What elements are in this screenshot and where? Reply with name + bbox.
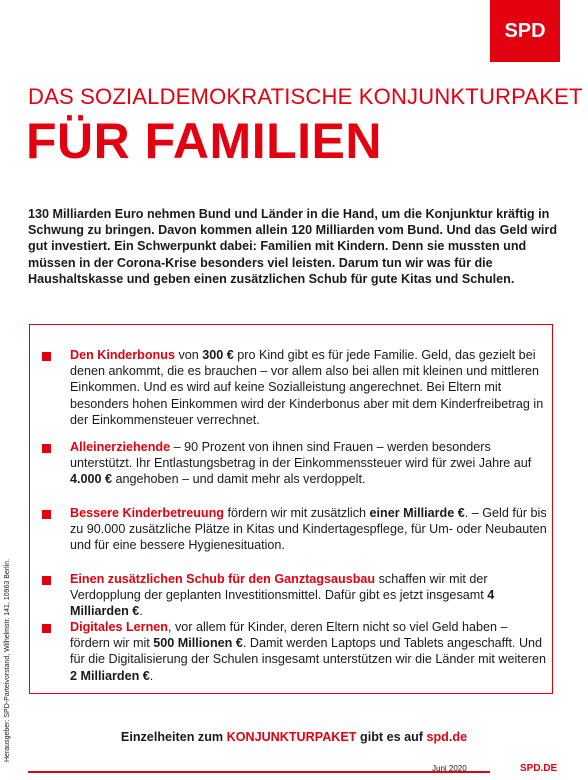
bullet-icon [42, 510, 51, 519]
item-highlight: Bessere Kinderbetreuung [70, 506, 224, 520]
page-title: FÜR FAMILIEN [26, 113, 382, 169]
list-item-digitales-lernen [70, 619, 548, 684]
footer-text: Einzelheiten zum [120, 730, 227, 744]
item-text: . – Geld für bis zu 90.000 zusätzliche Plätze in Kitas und Kindertagespflege, für Um- oder Neubauten und für eine bessere Hygienesituation. [70, 506, 547, 553]
bullet-icon [42, 444, 51, 453]
item-highlight: Digitales Lernen [70, 620, 168, 634]
item-text: . Damit werden Laptops und Tablets angeschafft. Und für die Digitalisierung der Schulen insgesamt unterstützen wir die Länder mit weiteren [70, 636, 547, 667]
bottom-divider [28, 771, 490, 773]
footer-text: gibt es auf [356, 730, 427, 744]
item-text: pro Kind gibt es für jede Familie. Geld, das gezielt bei denen ankommt, die es brauchen – vor allem also bei allen mit kleinen und mittleren Einkommen. Und es wird auf keine Sozialleistung angerechnet. Bei Eltern mit besonders hohen Einkommen wird der Kinderbonus aber mit dem Kinderfreibetrag in der Einkommensteuer verrechnet. [70, 348, 544, 427]
item-highlight: Alleinerziehende [70, 440, 171, 454]
item-highlight: Einen zusätzlichen Schub für den Ganztagsausbau [70, 572, 376, 586]
footer-note [0, 730, 588, 744]
publication-date: Juni 2020 [432, 764, 467, 773]
item-text: , vor allem für Kinder, deren Eltern nicht so viel Geld haben – fördern wir mit [70, 620, 508, 651]
list-item-kinderbetreuung [70, 505, 548, 554]
item-text: angehoben – und damit mehr als verdoppelt. [112, 472, 366, 487]
item-text: von [174, 348, 203, 362]
item-bold: 500 Millionen € [153, 636, 243, 651]
item-text: . [139, 604, 143, 619]
item-text: schaffen wir mit der Verdopplung der geplanten Investitionsmittel. Dafür gibt es jetzt insgesamt [70, 572, 488, 603]
list-item-kinderbonus [70, 347, 548, 428]
item-bold: 4.000 € [70, 472, 113, 487]
bullet-icon [42, 624, 51, 633]
intro-paragraph: 130 Milliarden Euro nehmen Bund und Länder in die Hand, um die Konjunktur kräftig in Schwung zu bringen. Davon kommen allein 120 Milliarden vom Bund. Und das Geld wird gut investiert. Ein Schwerpunkt dabei: Familien mit Kindern. Denn sie mussten und müssen in der Corona-Krise besonders viel leisten. Darum tun wir was für die Haushaltskasse und geben einen zusätzlichen Schub für gute Kitas und Schulen. [28, 207, 558, 286]
list-item-alleinerziehende [70, 439, 548, 488]
item-bold: 2 Milliarden € [70, 668, 150, 683]
website-link[interactable]: SPD.DE [520, 763, 558, 774]
footer-link[interactable]: spd.de [426, 730, 468, 744]
bullet-icon [42, 576, 51, 585]
item-highlight: Den Kinderbonus [70, 348, 175, 362]
item-text: . [149, 668, 154, 683]
footer-highlight: KONJUNKTURPAKET [226, 730, 357, 744]
item-bold: 4 Milliarden € [70, 588, 495, 619]
bullet-icon [42, 352, 51, 361]
spd-logo: SPD [490, 0, 560, 62]
item-bold: einer Milliarde € [369, 506, 465, 520]
item-text: – 90 Prozent von ihnen sind Frauen – werden besonders unterstützt. Ihr Entlastungsbetrag in der Einkommenssteuer wird für zwei Jahre auf [70, 440, 532, 471]
item-bold: 300 € [202, 348, 234, 362]
publisher-info: Herausgeber: SPD-Parteivorstand, Wilhelmstr. 141, 10963 Berlin. [4, 558, 11, 762]
list-item-ganztagsausbau [70, 571, 548, 620]
item-text: fördern wir mit zusätzlich [223, 506, 370, 520]
page-subtitle: DAS SOZIALDEMOKRATISCHE KONJUNKTURPAKET [28, 84, 583, 109]
